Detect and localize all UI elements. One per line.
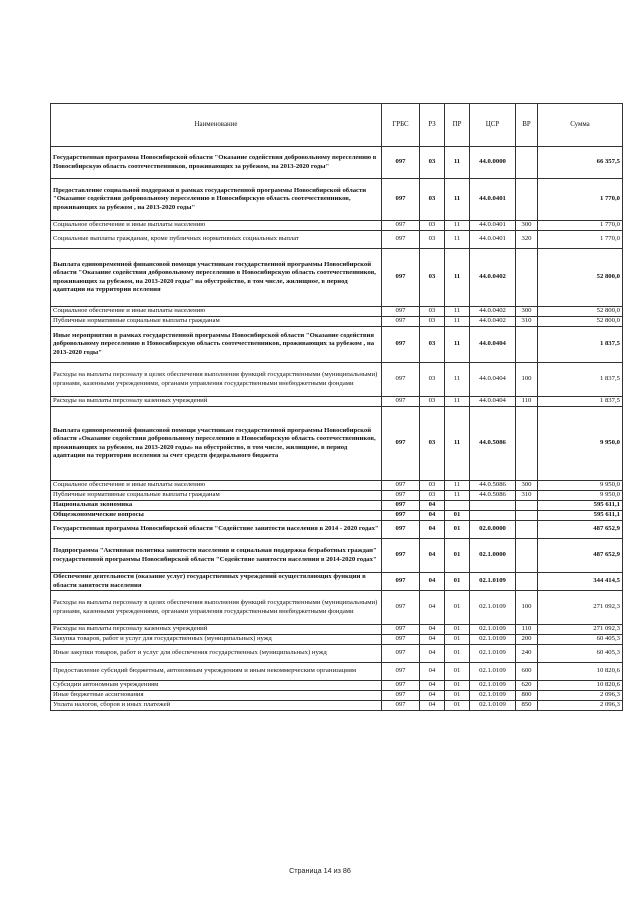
- cell-rz: 04: [420, 681, 445, 691]
- cell-pr: 01: [445, 625, 470, 635]
- cell-name: Социальное обеспечение и иные выплаты населению: [51, 481, 382, 491]
- cell-csr: 02.1.0000: [470, 539, 516, 573]
- cell-vr: [516, 521, 538, 539]
- cell-sum: 2 096,3: [538, 701, 623, 711]
- cell-pr: 01: [445, 573, 470, 591]
- cell-vr: 240: [516, 645, 538, 663]
- cell-pr: 11: [445, 481, 470, 491]
- table-row: [51, 249, 623, 307]
- cell-sum: 1 770,0: [538, 221, 623, 231]
- cell-rz: 04: [420, 591, 445, 625]
- cell-rz: 04: [420, 625, 445, 635]
- cell-rz: 04: [420, 691, 445, 701]
- cell-rz: 04: [420, 645, 445, 663]
- cell-pr: 11: [445, 249, 470, 307]
- cell-pr: 01: [445, 645, 470, 663]
- cell-csr: 02.1.0109: [470, 625, 516, 635]
- cell-grbs: 097: [382, 481, 420, 491]
- cell-grbs: 097: [382, 701, 420, 711]
- table-row: [51, 625, 623, 635]
- cell-csr: 44.0.0402: [470, 307, 516, 317]
- table-row: [51, 511, 623, 521]
- cell-rz: 04: [420, 511, 445, 521]
- cell-pr: 11: [445, 397, 470, 407]
- table-row: [51, 481, 623, 491]
- cell-csr: 02.1.0109: [470, 691, 516, 701]
- cell-csr: 02.1.0109: [470, 635, 516, 645]
- cell-pr: 11: [445, 147, 470, 179]
- cell-csr: 44.0.5086: [470, 407, 516, 481]
- cell-pr: 11: [445, 307, 470, 317]
- cell-name: Иные бюджетные ассигнования: [51, 691, 382, 701]
- cell-vr: [516, 539, 538, 573]
- cell-vr: 600: [516, 663, 538, 681]
- cell-name: Государственная программа Новосибирской области "Оказание содействия добровольному переселению в Новосибирскую область соотечественников, проживающих за рубежом, на 2013-2020 годы": [51, 147, 382, 179]
- cell-name: Выплата единовременной финансовой помощи участникам государственной программы Новосибирской области «Оказание содействия добровольному переселению в Новосибирскую область соотечественников, проживающих за рубежом, на 2013-2020 годы» на обустройство, в том числе, жилищное, в период адаптации на территории вселения за счет средств федерального бюджета: [51, 407, 382, 481]
- cell-sum: 60 405,3: [538, 645, 623, 663]
- table-body: [51, 147, 623, 711]
- header-sum: Сумма: [538, 104, 623, 147]
- cell-csr: 02.1.0109: [470, 681, 516, 691]
- cell-csr: 02.1.0109: [470, 645, 516, 663]
- cell-csr: 44.0.0401: [470, 231, 516, 249]
- table-row: [51, 179, 623, 221]
- cell-grbs: 097: [382, 663, 420, 681]
- cell-pr: 01: [445, 539, 470, 573]
- table-row: [51, 317, 623, 327]
- cell-grbs: 097: [382, 407, 420, 481]
- cell-csr: 02.1.0109: [470, 591, 516, 625]
- table-row: [51, 573, 623, 591]
- cell-rz: 03: [420, 481, 445, 491]
- cell-name: Иные мероприятия в рамках государственной программы Новосибирской области "Оказание содействия добровольному переселению в Новосибирскую область соотечественников, проживающих за рубежом , на 2013-2020 годы": [51, 327, 382, 363]
- cell-pr: 11: [445, 231, 470, 249]
- cell-csr: 44.0.0402: [470, 317, 516, 327]
- cell-vr: 320: [516, 231, 538, 249]
- table-row: [51, 539, 623, 573]
- cell-sum: 487 652,9: [538, 539, 623, 573]
- cell-name: Общеэкономические вопросы: [51, 511, 382, 521]
- cell-sum: 9 950,0: [538, 481, 623, 491]
- cell-vr: 110: [516, 397, 538, 407]
- cell-grbs: 097: [382, 179, 420, 221]
- cell-sum: 1 837,5: [538, 397, 623, 407]
- cell-csr: 02.0.0000: [470, 521, 516, 539]
- table-row: [51, 147, 623, 179]
- header-name: Наименование: [51, 104, 382, 147]
- cell-rz: 03: [420, 231, 445, 249]
- cell-csr: 02.1.0109: [470, 701, 516, 711]
- cell-vr: 100: [516, 363, 538, 397]
- cell-rz: 03: [420, 317, 445, 327]
- cell-sum: 1 770,0: [538, 231, 623, 249]
- cell-vr: [516, 179, 538, 221]
- cell-vr: [516, 573, 538, 591]
- cell-sum: 60 405,3: [538, 635, 623, 645]
- cell-pr: 01: [445, 681, 470, 691]
- cell-vr: 310: [516, 491, 538, 501]
- cell-sum: 2 096,3: [538, 691, 623, 701]
- cell-pr: 11: [445, 327, 470, 363]
- cell-name: Публичные нормативные социальные выплаты гражданам: [51, 317, 382, 327]
- header-vr: ВР: [516, 104, 538, 147]
- cell-sum: 271 092,3: [538, 591, 623, 625]
- cell-sum: 1 770,0: [538, 179, 623, 221]
- cell-rz: 03: [420, 179, 445, 221]
- cell-sum: 52 800,0: [538, 317, 623, 327]
- table-row: [51, 363, 623, 397]
- cell-csr: 44.0.0401: [470, 179, 516, 221]
- header-grbs: ГРБС: [382, 104, 420, 147]
- cell-grbs: 097: [382, 591, 420, 625]
- cell-vr: 200: [516, 635, 538, 645]
- cell-rz: 03: [420, 491, 445, 501]
- cell-grbs: 097: [382, 635, 420, 645]
- cell-grbs: 097: [382, 539, 420, 573]
- table-row: [51, 231, 623, 249]
- cell-name: Социальные выплаты гражданам, кроме публичных нормативных социальных выплат: [51, 231, 382, 249]
- cell-csr: 44.0.0000: [470, 147, 516, 179]
- cell-name: Расходы на выплаты персоналу казенных учреждений: [51, 625, 382, 635]
- cell-name: Расходы на выплаты персоналу казенных учреждений: [51, 397, 382, 407]
- cell-pr: 11: [445, 363, 470, 397]
- cell-grbs: 097: [382, 491, 420, 501]
- cell-pr: 01: [445, 691, 470, 701]
- cell-pr: 11: [445, 179, 470, 221]
- cell-rz: 04: [420, 501, 445, 511]
- cell-grbs: 097: [382, 397, 420, 407]
- cell-rz: 04: [420, 539, 445, 573]
- cell-sum: 52 800,0: [538, 307, 623, 317]
- cell-name: Социальное обеспечение и иные выплаты населению: [51, 307, 382, 317]
- cell-sum: 344 414,5: [538, 573, 623, 591]
- cell-name: Социальное обеспечение и иные выплаты населению: [51, 221, 382, 231]
- cell-name: Предоставление социальной поддержки в рамках государственной программы Новосибирской области "Оказание содействия добровольному переселению в Новосибирскую область соотечественников, проживающих за рубежом , на 2013-2020 годы": [51, 179, 382, 221]
- cell-sum: 52 800,0: [538, 249, 623, 307]
- cell-pr: 01: [445, 701, 470, 711]
- cell-grbs: 097: [382, 573, 420, 591]
- cell-pr: 11: [445, 317, 470, 327]
- table-row: [51, 307, 623, 317]
- cell-sum: 595 611,1: [538, 501, 623, 511]
- cell-csr: 02.1.0109: [470, 663, 516, 681]
- cell-name: Подпрограмма "Активная политика занятости населения и социальная поддержка безработных граждан" государственной программы Новосибирской области "Содействие занятости населения в 2014-2020 годах": [51, 539, 382, 573]
- cell-csr: 44.0.0404: [470, 327, 516, 363]
- cell-pr: 01: [445, 635, 470, 645]
- cell-rz: 03: [420, 407, 445, 481]
- cell-grbs: 097: [382, 681, 420, 691]
- cell-rz: 04: [420, 573, 445, 591]
- table-row: [51, 407, 623, 481]
- cell-rz: 03: [420, 327, 445, 363]
- cell-csr: 44.0.0402: [470, 249, 516, 307]
- cell-pr: 01: [445, 591, 470, 625]
- cell-rz: 04: [420, 663, 445, 681]
- cell-sum: 9 950,0: [538, 491, 623, 501]
- table-row: [51, 221, 623, 231]
- cell-csr: 44.0.5086: [470, 481, 516, 491]
- cell-vr: 850: [516, 701, 538, 711]
- cell-sum: 1 837,5: [538, 363, 623, 397]
- cell-name: Иные закупки товаров, работ и услуг для обеспечения государственных (муниципальных) нужд: [51, 645, 382, 663]
- cell-rz: 03: [420, 249, 445, 307]
- cell-vr: 300: [516, 307, 538, 317]
- cell-sum: 487 652,9: [538, 521, 623, 539]
- table-row: [51, 663, 623, 681]
- cell-pr: 11: [445, 221, 470, 231]
- cell-csr: 44.0.5086: [470, 491, 516, 501]
- cell-grbs: 097: [382, 363, 420, 397]
- cell-grbs: 097: [382, 521, 420, 539]
- cell-pr: 01: [445, 663, 470, 681]
- cell-sum: 66 357,5: [538, 147, 623, 179]
- cell-vr: [516, 327, 538, 363]
- cell-rz: 03: [420, 397, 445, 407]
- table-row: [51, 591, 623, 625]
- cell-sum: 271 092,3: [538, 625, 623, 635]
- cell-csr: 44.0.0401: [470, 221, 516, 231]
- cell-sum: 10 820,6: [538, 681, 623, 691]
- cell-name: Предоставление субсидий бюджетным, автономным учреждениям и иным некоммерческим организациям: [51, 663, 382, 681]
- cell-grbs: 097: [382, 221, 420, 231]
- header-rz: РЗ: [420, 104, 445, 147]
- cell-vr: 310: [516, 317, 538, 327]
- cell-rz: 03: [420, 363, 445, 397]
- cell-pr: 11: [445, 491, 470, 501]
- cell-sum: 1 837,5: [538, 327, 623, 363]
- cell-name: Уплата налогов, сборов и иных платежей: [51, 701, 382, 711]
- table-row: [51, 327, 623, 363]
- cell-name: Государственная программа Новосибирской области "Содействие занятости населения в 2014 - 2020 годах": [51, 521, 382, 539]
- cell-rz: 03: [420, 147, 445, 179]
- cell-grbs: 097: [382, 501, 420, 511]
- cell-pr: 01: [445, 521, 470, 539]
- cell-vr: 620: [516, 681, 538, 691]
- cell-vr: 300: [516, 481, 538, 491]
- table-row: [51, 397, 623, 407]
- cell-vr: [516, 501, 538, 511]
- cell-name: Расходы на выплаты персоналу в целях обеспечения выполнения функций государственными (муниципальными) органами, казенными учреждениями, органами управления государственными внебюджетными фондами: [51, 591, 382, 625]
- cell-csr: [470, 501, 516, 511]
- table-row: [51, 521, 623, 539]
- cell-name: Публичные нормативные социальные выплаты гражданам: [51, 491, 382, 501]
- cell-name: Закупка товаров, работ и услуг для государственных (муниципальных) нужд: [51, 635, 382, 645]
- table-row: [51, 491, 623, 501]
- cell-vr: 100: [516, 591, 538, 625]
- cell-pr: 01: [445, 511, 470, 521]
- table-row: [51, 701, 623, 711]
- cell-grbs: 097: [382, 625, 420, 635]
- cell-rz: 04: [420, 635, 445, 645]
- cell-rz: 04: [420, 521, 445, 539]
- header-row: [51, 104, 623, 147]
- cell-rz: 03: [420, 221, 445, 231]
- table-row: [51, 501, 623, 511]
- cell-rz: 04: [420, 701, 445, 711]
- table-row: [51, 645, 623, 663]
- cell-grbs: 097: [382, 307, 420, 317]
- table-row: [51, 635, 623, 645]
- cell-name: Выплата единовременной финансовой помощи участникам государственной программы Новосибирской области "Оказание содействия добровольному переселению в Новосибирскую область соотечественников, проживающих за рубежом, на 2013-2020 годы" на обустройство, в том числе, жилищное, в период адаптации на территории вселения: [51, 249, 382, 307]
- cell-vr: 110: [516, 625, 538, 635]
- cell-sum: 9 950,0: [538, 407, 623, 481]
- cell-csr: [470, 511, 516, 521]
- cell-grbs: 097: [382, 327, 420, 363]
- cell-grbs: 097: [382, 511, 420, 521]
- cell-sum: 595 611,1: [538, 511, 623, 521]
- cell-rz: 03: [420, 307, 445, 317]
- table-row: [51, 691, 623, 701]
- cell-grbs: 097: [382, 249, 420, 307]
- cell-pr: 11: [445, 407, 470, 481]
- cell-name: Обеспечение деятельности (оказание услуг) государственных учреждений осуществляющих функции в области занятости населения: [51, 573, 382, 591]
- cell-pr: [445, 501, 470, 511]
- cell-grbs: 097: [382, 147, 420, 179]
- cell-sum: 10 820,6: [538, 663, 623, 681]
- cell-name: Национальная экономика: [51, 501, 382, 511]
- table-row: [51, 681, 623, 691]
- cell-grbs: 097: [382, 691, 420, 701]
- header-pr: ПР: [445, 104, 470, 147]
- cell-vr: 800: [516, 691, 538, 701]
- cell-vr: [516, 147, 538, 179]
- page-footer: Страница 14 из 86: [289, 866, 351, 875]
- cell-grbs: 097: [382, 317, 420, 327]
- cell-csr: 44.0.0404: [470, 397, 516, 407]
- cell-grbs: 097: [382, 231, 420, 249]
- cell-grbs: 097: [382, 645, 420, 663]
- cell-vr: 300: [516, 221, 538, 231]
- budget-table: [50, 103, 623, 711]
- table-header: [51, 104, 623, 147]
- header-csr: ЦСР: [470, 104, 516, 147]
- cell-name: Субсидии автономным учреждениям: [51, 681, 382, 691]
- cell-csr: 02.1.0109: [470, 573, 516, 591]
- cell-vr: [516, 407, 538, 481]
- cell-csr: 44.0.0404: [470, 363, 516, 397]
- cell-vr: [516, 249, 538, 307]
- cell-name: Расходы на выплаты персоналу в целях обеспечения выполнения функций государственными (муниципальными) органами, казенными учреждениями, органами управления государственными внебюджетными фондами: [51, 363, 382, 397]
- cell-vr: [516, 511, 538, 521]
